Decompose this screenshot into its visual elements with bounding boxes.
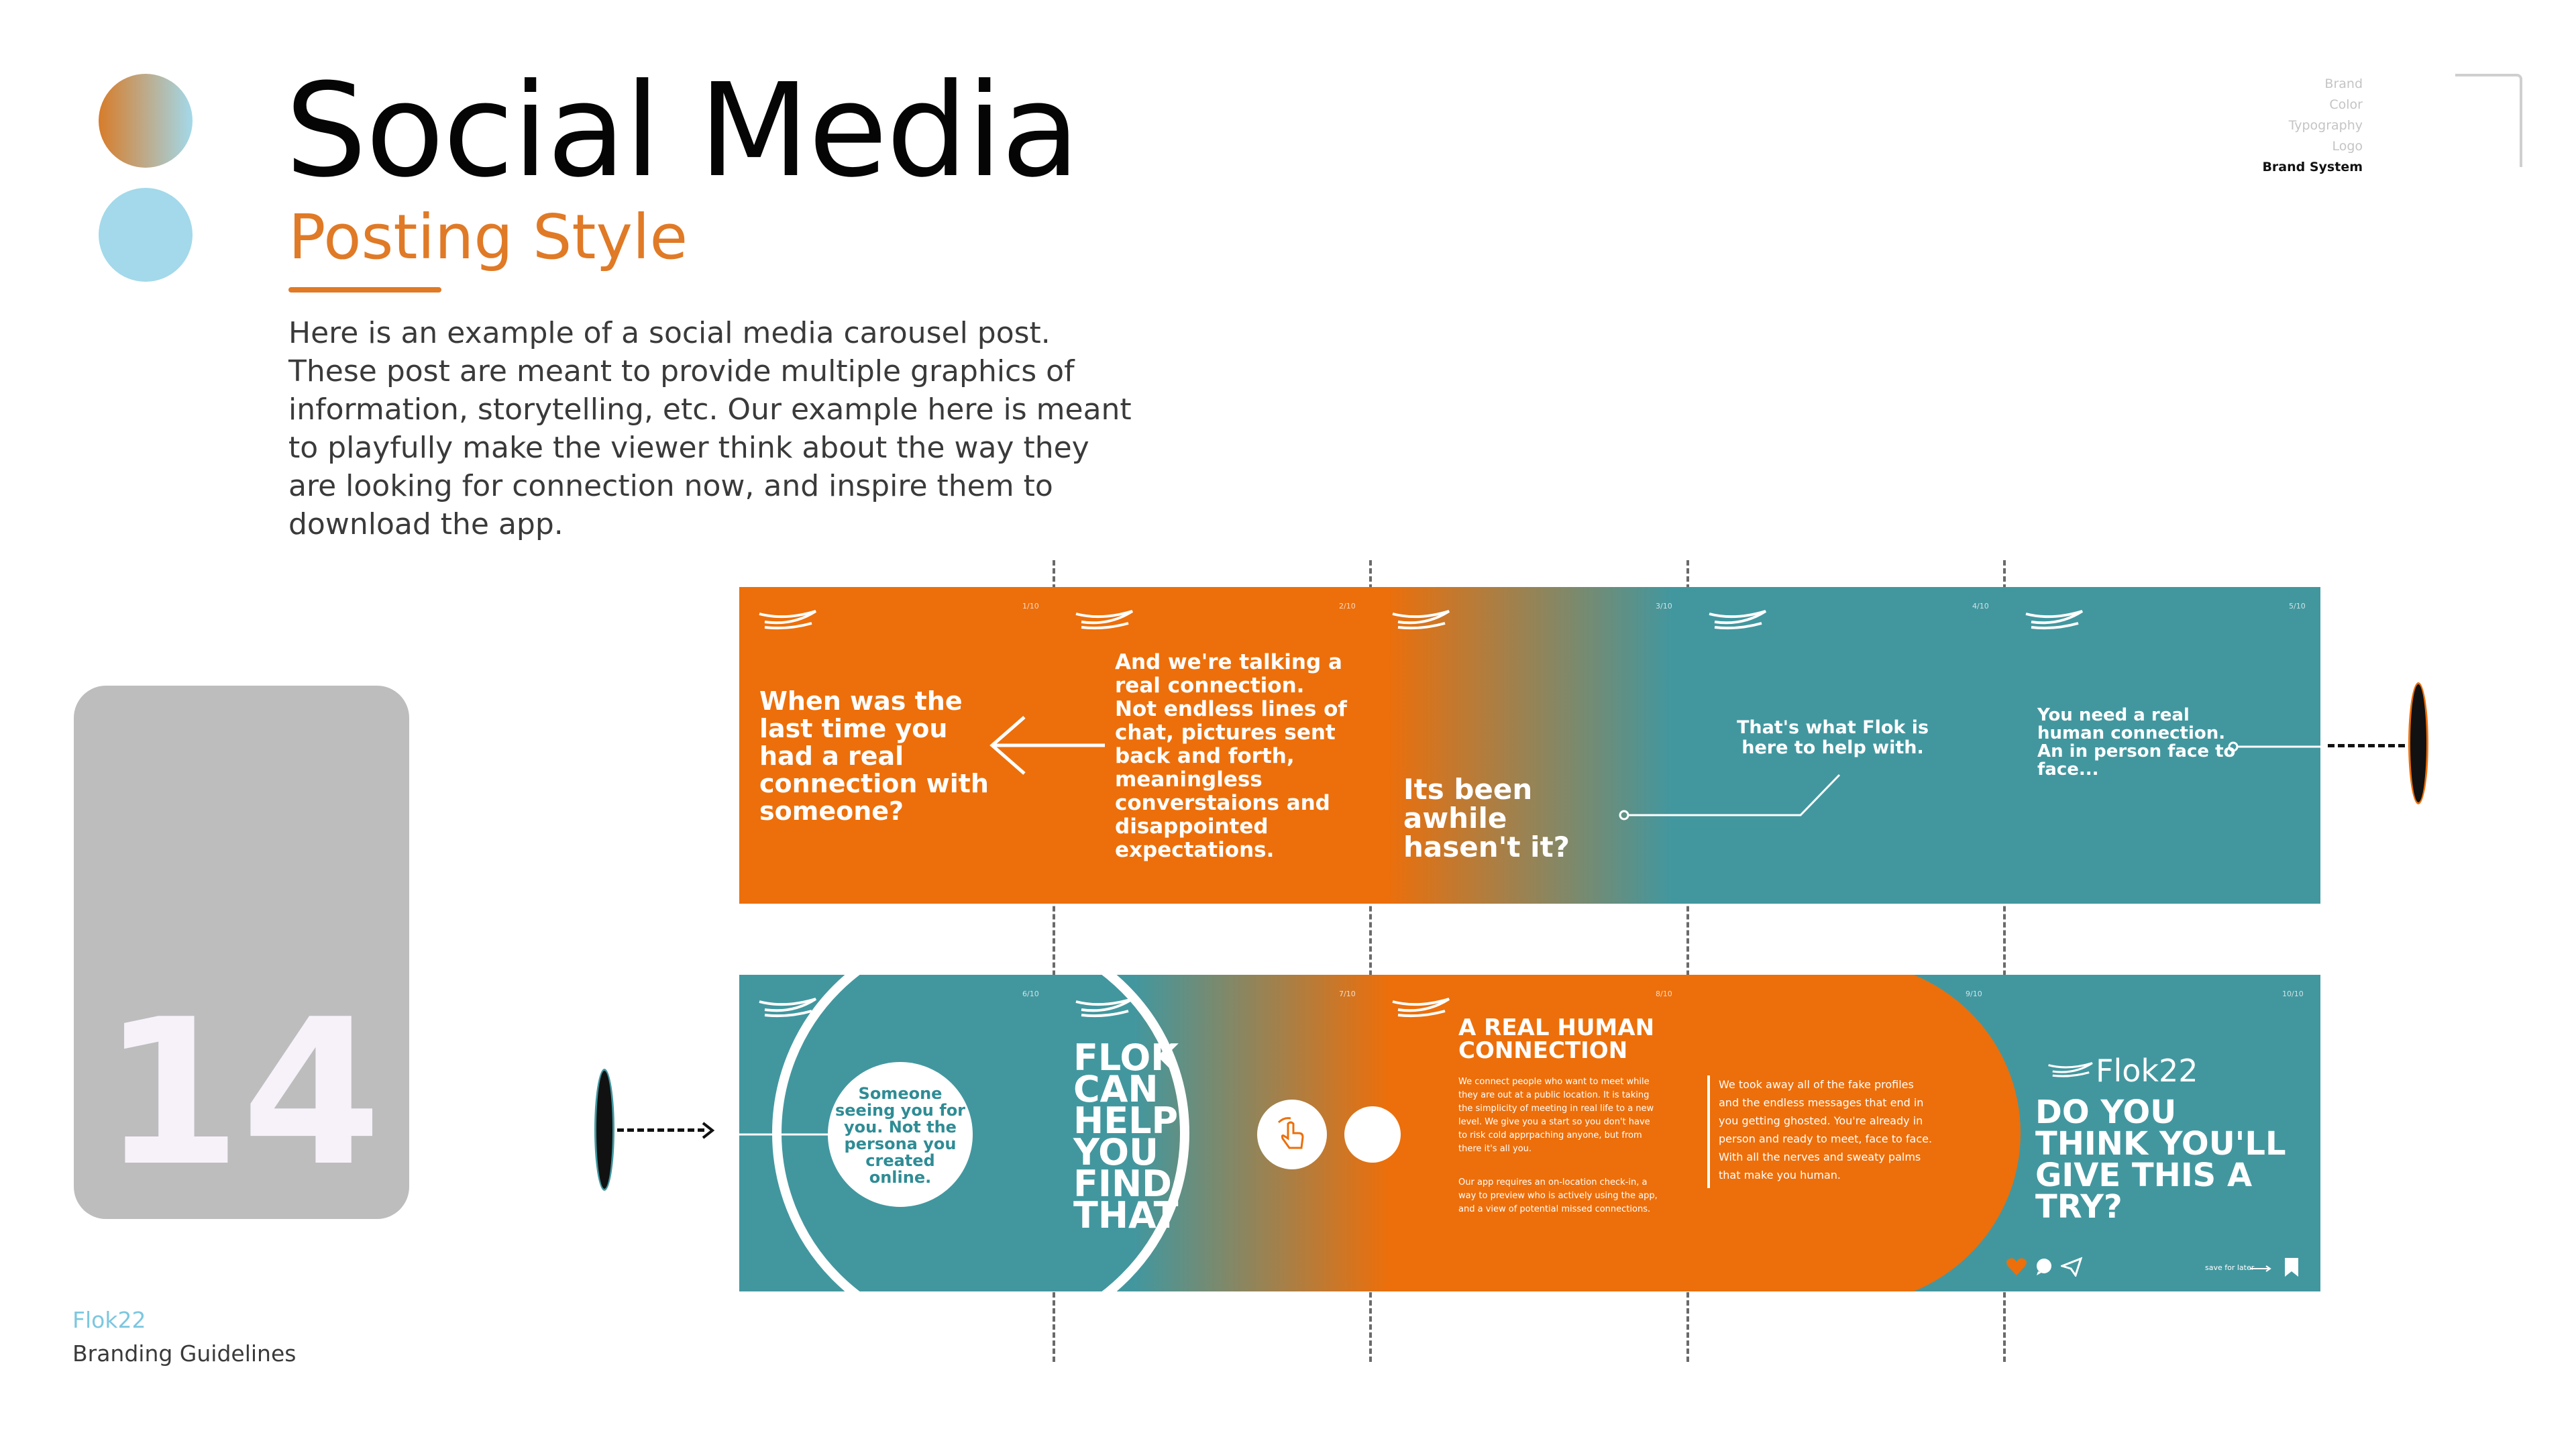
subtitle-underline	[288, 287, 441, 293]
bookmark-icon[interactable]	[2284, 1257, 2300, 1278]
slide-5-text: You need a real human connection. An in person face to face...	[2037, 705, 2236, 780]
section-nav	[2229, 74, 2363, 178]
footer-doc-title: Branding Guidelines	[72, 1340, 297, 1367]
connector-dashed-left	[617, 1128, 704, 1132]
slide-1-text: When was the last time you had a real connection with someone?	[759, 686, 989, 826]
slide-number: 1/10	[1022, 602, 1039, 611]
arrow-right-head-icon	[698, 1120, 718, 1141]
slide-9-paragraph: We took away all of the fake profiles and the endless messages that end in you getting ghosted. You're already in person and ready to meet, face to face. With all the nerves and sweaty palms that make you human.	[1719, 1078, 1933, 1181]
flok-bird-logo-icon	[1075, 607, 1135, 637]
slide-number: 8/10	[1656, 990, 1672, 998]
nav-item-brand[interactable]: Brand	[2324, 76, 2363, 91]
slide-number: 5/10	[2289, 602, 2306, 611]
flok-bird-logo-icon	[2047, 1058, 2094, 1085]
slide-10-question: DO YOU THINK YOU'LL GIVE THIS A TRY?	[2035, 1094, 2286, 1226]
send-icon[interactable]	[2061, 1257, 2082, 1277]
nav-item-typography[interactable]: Typography	[2288, 118, 2363, 133]
slide-2-text: And we're talking a real connection. Not endless lines of chat, pictures sent back and forth, meaningless converstaions and disappointed expectations.	[1115, 650, 1347, 862]
slide-number: 6/10	[1022, 990, 1039, 998]
gradient-circle-logo-icon	[99, 74, 193, 168]
comment-icon[interactable]	[2034, 1257, 2054, 1277]
page-title: Social Media	[285, 56, 1079, 206]
flok-bird-logo-icon	[1075, 995, 1135, 1024]
slide-3-text: Its been awhile hasen't it?	[1403, 773, 1570, 863]
flok-bird-logo-icon	[1391, 607, 1452, 637]
slide-8-paragraph-1: We connect people who want to meet while they are out at a public location. It is taking the simplicity of meeting in real life to a new level. We give you a start so you don't have to risk cold apprpaching anyone, but from there it's all you.	[1458, 1077, 1654, 1154]
connector-ellipse-right	[2410, 684, 2426, 802]
flok-bird-logo-icon	[1391, 995, 1452, 1024]
slide-6-text: Someone seeing you for you. Not the persona you created online.	[835, 1084, 966, 1187]
slide-number: 7/10	[1339, 990, 1356, 998]
heart-icon[interactable]	[2006, 1257, 2027, 1277]
blue-circle-logo-icon	[99, 188, 193, 282]
slide-8-paragraph-2: Our app requires an on-location check-in, a way to preview who is actively using the app, and a view of potential missed connections.	[1458, 1177, 1658, 1214]
hand-swipe-icon	[1272, 1114, 1312, 1155]
slide-number: 3/10	[1656, 602, 1672, 611]
arrow-right-icon	[2250, 1265, 2273, 1273]
slide-7-text: FLOK CAN HELP YOU FIND THAT	[1073, 1037, 1179, 1236]
page-number: 14	[101, 976, 382, 1210]
slide-8-title: A REAL HUMAN CONNECTION	[1458, 1014, 1655, 1064]
nav-item-color[interactable]: Color	[2329, 97, 2363, 112]
flok-bird-logo-icon	[758, 995, 818, 1024]
flok-bird-logo-icon	[2025, 607, 2085, 637]
save-for-later-label: save for later	[2205, 1263, 2255, 1272]
carousel-strip-top	[739, 587, 2320, 904]
nav-item-logo[interactable]: Logo	[2332, 139, 2363, 154]
page-subtitle: Posting Style	[288, 201, 688, 273]
nav-bracket	[2455, 74, 2522, 167]
flok-bird-logo-icon	[1708, 607, 1768, 637]
slide-number: 2/10	[1339, 602, 1356, 611]
slide-4-text: That's what Flok is here to help with.	[1736, 717, 1929, 758]
intro-paragraph: Here is an example of a social media carousel post. These post are meant to provide multiple graphics of information, storytelling, etc. Our example here is meant to playfully make the viewer think about the way they are looking for connection now, and inspire them to download the app.	[288, 316, 1132, 541]
connector-ellipse-left	[596, 1071, 612, 1189]
footer-brand: Flok22	[72, 1307, 146, 1333]
flok-bird-logo-icon	[758, 607, 818, 637]
nav-item-current[interactable]: Brand System	[2262, 160, 2363, 174]
connector-dashed-right	[2328, 744, 2415, 747]
slide-10-brand: Flok22	[2096, 1053, 2198, 1089]
slide-number: 9/10	[1966, 990, 1982, 998]
slide-number: 4/10	[1972, 602, 1989, 611]
carousel-strip-bottom	[739, 975, 2320, 1291]
slide-number: 10/10	[2282, 990, 2304, 998]
